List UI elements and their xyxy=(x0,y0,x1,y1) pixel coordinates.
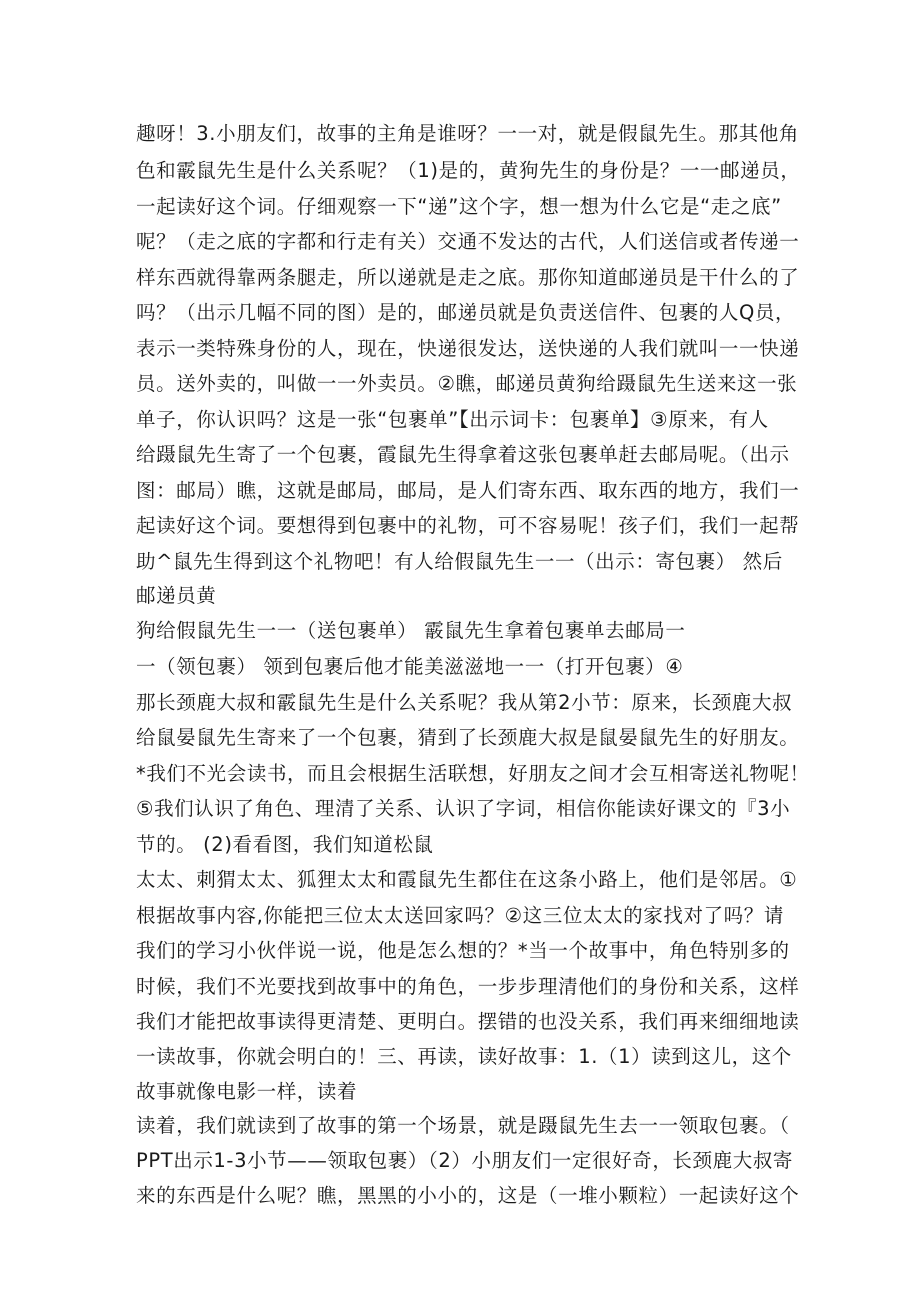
text-line: 故事就像电影一样，读着 xyxy=(136,1080,358,1103)
text-line: 一起读好这个词。仔细观察一下“递”这个字，想一想为什么它是“走之底” xyxy=(136,195,782,218)
text-line: 呢？（走之底的字都和行走有关）交通不发达的古代，人们送信或者传递一 xyxy=(136,230,800,253)
text-line: 读着，我们就读到了故事的第一个场景，就是蹑鼠先生去一一领取包裹。（ xyxy=(136,1114,790,1137)
text-line: 吗？（出示几幅不同的图）是的，邮递员就是负责送信件、包裹的人Q员， xyxy=(136,301,796,324)
text-line: 趣呀！3.小朋友们，故事的主角是谁呀？一一对，就是假鼠先生。那其他角 xyxy=(136,122,800,145)
text-line: *我们不光会读书，而且会根据生活联想，好朋友之间才会互相寄送礼物呢！ xyxy=(136,762,810,785)
text-line: 起读好这个词。要想得到包裹中的礼物，可不容易呢！孩子们，我们一起帮 xyxy=(136,514,800,537)
text-line: 来的东西是什么呢？瞧，黑黑的小小的，这是（一堆小颗粒）一起读好这个 xyxy=(136,1184,800,1207)
text-line: 表示一类特殊身份的人，现在，快递很发达，送快递的人我们就叫一一快递 xyxy=(136,337,800,360)
text-line: 节的。 (2)看看图，我们知道松鼠 xyxy=(136,833,434,856)
text-line: 我们才能把故事读得更清楚、更明白。摆错的也没关系，我们再来细细地读 xyxy=(136,1010,800,1033)
text-line: 给鼠晏鼠先生寄来了一个包裹，猜到了长颈鹿大叔是鼠晏鼠先生的好朋友。 xyxy=(136,726,800,749)
text-line: 一（领包裹） 领到包裹后他才能美滋滋地一一（打开包裹）④ xyxy=(136,655,684,678)
text-line: 员。送外卖的，叫做一一外卖员。②瞧，邮递员黄狗给蹑鼠先生送来这一张 xyxy=(136,372,798,395)
text-line: 样东西就得靠两条腿走，所以递就是走之底。那你知道邮递员是干什么的了 xyxy=(136,266,800,289)
text-line: 给蹑鼠先生寄了一个包裹，霞鼠先生得拿着这张包裹单赶去邮局呢。（出示 xyxy=(136,443,790,466)
text-line: 助^鼠先生得到这个礼物吧！有人给假鼠先生一一（出示：寄包裹） 然后 xyxy=(136,550,783,573)
text-line: 邮递员黄 xyxy=(136,584,217,607)
text-line: 那长颈鹿大叔和霰鼠先生是什么关系呢？我从第2小节：原来，长颈鹿大叔 xyxy=(136,691,793,714)
text-line: 色和霰鼠先生是什么关系呢？（1)是的，黄狗先生的身份是？一一邮递员， xyxy=(136,159,801,182)
text-line: 太太、刺猬太太、狐狸太太和霞鼠先生都住在这条小路上，他们是邻居。① xyxy=(136,868,798,891)
text-line: 根据故事内容,你能把三位太太送回家吗？②这三位太太的家找对了吗？请 xyxy=(136,904,784,927)
text-line: 单子，你认识吗？这是一张“包裹单”【出示词卡：包裹单】③原来，有人 xyxy=(136,408,769,431)
text-line: 狗给假鼠先生一一（送包裹单） 霰鼠先生拿着包裹单去邮局一 xyxy=(136,619,686,642)
text-line: PPT出示1-3小节——领取包裹）（2）小朋友们一定很好奇，长颈鹿大叔寄 xyxy=(136,1149,794,1172)
text-line: 一读故事，你就会明白的！三、再读，读好故事：1.（1）读到这儿，这个 xyxy=(136,1045,792,1068)
text-line: 图：邮局）瞧，这就是邮局，邮局，是人们寄东西、取东西的地方，我们一 xyxy=(136,479,800,502)
text-line: 时候，我们不光要找到故事中的角色，一步步理清他们的身份和关系，这样 xyxy=(136,975,800,998)
text-line: 我们的学习小伙伴说一说，他是怎么想的？*当一个故事中，角色特别多的 xyxy=(136,939,790,962)
text-line: ⑤我们认识了角色、理清了关系、认识了字词，相信你能读好课文的『3小 xyxy=(136,797,791,820)
